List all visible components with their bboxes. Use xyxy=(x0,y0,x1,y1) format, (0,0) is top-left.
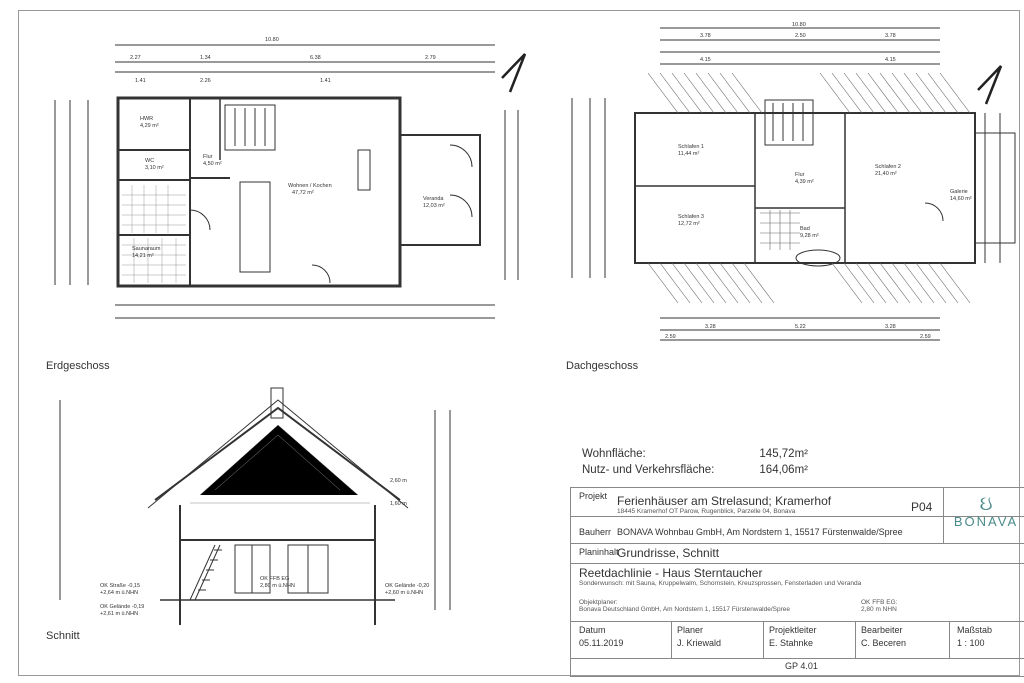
area-summary xyxy=(582,446,882,478)
date-label: Datum xyxy=(579,625,606,635)
planner-label: Planer xyxy=(677,625,704,635)
project-address: 18445 Kramerhof OT Parow, Rugenblick, Parzelle 04, Bonava xyxy=(617,508,796,515)
room-veranda-area: 12,03 m² xyxy=(423,203,445,209)
ground-dim-4: 2.79 xyxy=(425,55,436,61)
ground-dim-3: 6.38 xyxy=(310,55,321,61)
lead-value: E. Stahnke xyxy=(769,638,814,648)
room-schlafen3-name: Schlafen 3 xyxy=(678,214,704,220)
editor-value: C. Beceren xyxy=(861,638,907,648)
usable-area-label: Nutz- und Verkehrsfläche: xyxy=(582,464,715,476)
attic-dim-5: 4.15 xyxy=(885,57,896,63)
ffb-value: 2,80 m NHN xyxy=(861,606,897,613)
sheet-number: GP 4.01 xyxy=(785,661,818,671)
section-note-ground-right-nhn: +2,60 m ü.NHN xyxy=(385,590,424,596)
section-note-ground-left-nhn: +2,61 m ü.NHN xyxy=(100,611,139,617)
section-note-ground-left: OK Gelände -0,19 xyxy=(100,604,145,610)
attic-dim-4: 4.15 xyxy=(700,57,711,63)
planner-org-label: Objektplaner: xyxy=(579,599,618,606)
project-name: Ferienhäuser am Strelasund; Kramerhof xyxy=(617,494,832,508)
room-bad-area: 9,28 m² xyxy=(800,233,819,239)
room-schlafen1-name: Schlafen 1 xyxy=(678,144,704,150)
bonava-logo-text: BONAVA xyxy=(953,514,1019,529)
client-label: Bauherr xyxy=(579,527,612,537)
attic-dim-b2: 5.22 xyxy=(795,324,806,330)
attic-floor-plan xyxy=(560,18,1020,353)
room-hwr-name: HWR xyxy=(140,116,154,122)
usable-area-value: 164,06m² xyxy=(759,464,808,476)
client-value: BONAVA Wohnbau GmbH, Am Nordstern 1, 15517 Fürstenwalde/Spree xyxy=(617,527,903,537)
attic-dim-b1: 3.28 xyxy=(705,324,716,330)
section-note-ffb: OK FFB EG xyxy=(260,576,290,582)
section-note-ground-right: OK Gelände -0,20 xyxy=(385,583,430,589)
bonava-logo: ઇ BONAVA xyxy=(946,492,1024,538)
room-bad-name: Bad xyxy=(800,226,810,232)
room-flur-area: 4,50 m² xyxy=(203,161,222,167)
living-area-label: Wohnfläche: xyxy=(582,448,646,460)
special-request: Sonderwunsch: mit Sauna, Kruppelwalm, Schornstein, Kreuzsprossen, Fensterladen und Veranda xyxy=(579,580,862,587)
editor-label: Bearbeiter xyxy=(861,625,903,635)
ffb-label: OK FFB EG: xyxy=(861,599,898,606)
room-attic-flur-area: 4,39 m² xyxy=(795,179,814,185)
attic-dim-3: 3.78 xyxy=(885,33,896,39)
room-sauna-area: 14,21 m² xyxy=(132,253,154,259)
planner-org: Bonava Deutschland GmbH, Am Nordstern 1, 15517 Fürstenwalde/Spree xyxy=(579,606,791,613)
attic-dim-b4: 2.59 xyxy=(665,334,676,340)
north-arrow-icon xyxy=(502,54,525,92)
attic-dim-1: 3.78 xyxy=(700,33,711,39)
living-area-value: 145,72m² xyxy=(759,448,808,460)
title-block xyxy=(570,487,1024,677)
ground-dim-total: 10.80 xyxy=(265,37,279,43)
room-living-name: Wohnen / Kochen xyxy=(288,183,332,189)
attic-dim-b3: 3.28 xyxy=(885,324,896,330)
section-note-height-1: 2,60 m xyxy=(390,478,407,484)
section-note-ffb-nhn: 2,80 m ü.NHN xyxy=(260,583,295,589)
room-wc-name: WC xyxy=(145,158,155,164)
room-schlafen2-area: 21,40 m² xyxy=(875,171,897,177)
label-section: Schnitt xyxy=(46,630,80,642)
section-note-height-2: 1,60 m xyxy=(390,501,407,507)
lead-label: Projektleiter xyxy=(769,625,817,635)
label-attic-floor: Dachgeschoss xyxy=(566,360,639,372)
room-sauna-name: Saunaraum xyxy=(132,246,161,252)
room-galerie-area: 14,60 m² xyxy=(950,196,972,202)
ground-dim-1: 2.27 xyxy=(130,55,141,61)
content-value: Grundrisse, Schnitt xyxy=(617,546,720,560)
attic-dim-2: 2.50 xyxy=(795,33,806,39)
label-ground-floor: Erdgeschoss xyxy=(46,360,110,372)
date-value: 05.11.2019 xyxy=(579,638,624,648)
room-wc-area: 3,10 m² xyxy=(145,165,164,171)
room-schlafen2-name: Schlafen 2 xyxy=(875,164,901,170)
scale-label: Maßstab xyxy=(957,625,993,635)
section-drawing xyxy=(40,380,480,630)
room-schlafen1-area: 11,44 m² xyxy=(678,151,700,157)
section-note-street-nhn: +2,64 m ü.NHN xyxy=(100,590,139,596)
ground-dim-7: 1.41 xyxy=(320,78,331,84)
ground-dim-6: 2.26 xyxy=(200,78,211,84)
house-type: Reetdachlinie - Haus Sterntaucher xyxy=(579,566,763,580)
planner-value: J. Kriewald xyxy=(677,638,722,648)
room-living-area: 47,72 m² xyxy=(292,190,314,196)
project-label: Projekt xyxy=(579,491,608,501)
ground-dim-5: 1.41 xyxy=(135,78,146,84)
scale-value: 1 : 100 xyxy=(957,638,985,648)
ground-dim-2: 1.34 xyxy=(200,55,211,61)
room-flur-name: Flur xyxy=(203,154,213,160)
north-arrow-icon xyxy=(978,66,1001,104)
attic-dim-total: 10.80 xyxy=(792,22,806,28)
section-note-street: OK Straße -0,15 xyxy=(100,583,141,589)
attic-dim-b5: 2.59 xyxy=(920,334,931,340)
room-galerie-name: Galerie xyxy=(950,189,968,195)
room-attic-flur-name: Flur xyxy=(795,172,805,178)
ground-floor-plan xyxy=(40,30,530,330)
content-label: Planinhalt xyxy=(579,547,619,557)
room-veranda-name: Veranda xyxy=(423,196,444,202)
room-schlafen3-area: 12,72 m² xyxy=(678,221,700,227)
project-code: P04 xyxy=(911,500,933,514)
room-hwr-area: 4,29 m² xyxy=(140,123,159,129)
